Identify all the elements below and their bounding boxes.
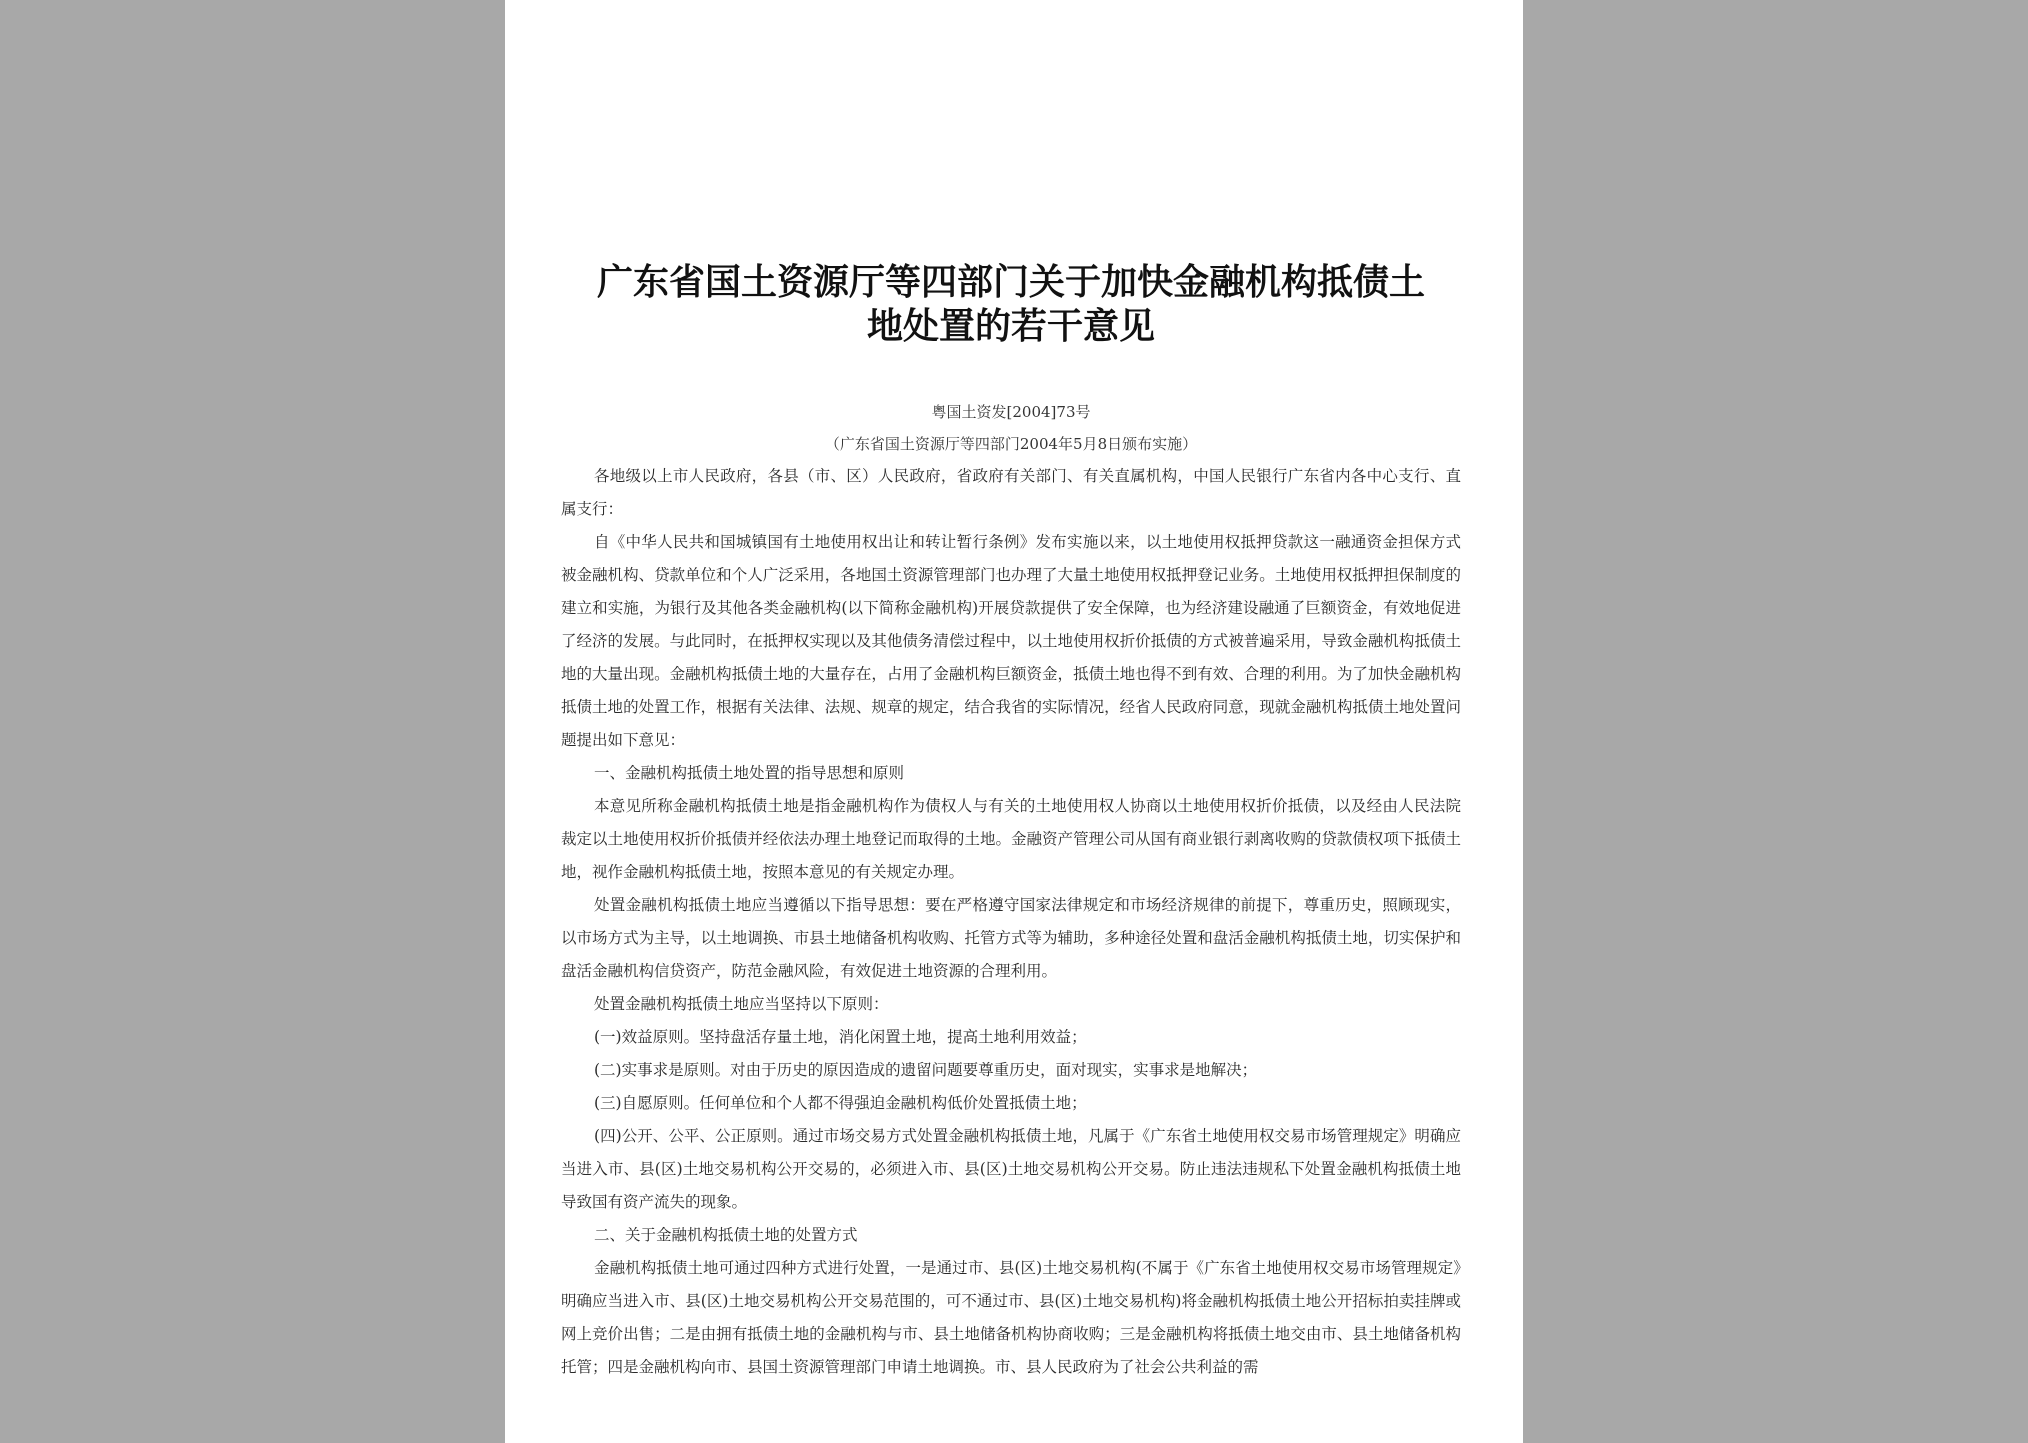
section-heading-2: 二、关于金融机构抵债土地的处置方式 <box>594 1226 858 1244</box>
principle-item-4: (四)公开、公平、公正原则。通过市场交易方式处置金融机构抵债土地，凡属于《广东省土地使用权交易市场管理规定》明确应当进入市、县(区)土地交易机构公开交易的，必须进入市、县(区)土地交易机构公开交易。防止违法违规私下处置金融机构抵债土地导致国有资产流失的现象。 <box>561 1127 1461 1211</box>
document-issuer: （广东省国土资源厅等四部门2004年5月8日颁布实施） <box>824 435 1198 453</box>
document-number: 粤国土资发[2004]73号 <box>931 403 1091 421</box>
document-page <box>505 0 1523 1443</box>
paragraph-guiding-thought: 处置金融机构抵债土地应当遵循以下指导思想：要在严格遵守国家法律规定和市场经济规律的前提下，尊重历史，照顾现实，以市场方式为主导，以土地调换、市县土地储备机构收购、托管方式等为辅助，多种途径处置和盘活金融机构抵债土地，切实保护和盘活金融机构信贷资产，防范金融风险，有效促进土地资源的合理利用。 <box>561 896 1461 980</box>
paragraph-background: 自《中华人民共和国城镇国有土地使用权出让和转让暂行条例》发布实施以来，以土地使用权抵押贷款这一融通资金担保方式被金融机构、贷款单位和个人广泛采用，各地国土资源管理部门也办理了大量土地使用权抵押登记业务。土地使用权抵押担保制度的建立和实施，为银行及其他各类金融机构(以下简称金融机构)开展贷款提供了安全保障，也为经济建设融通了巨额资金，有效地促进了经济的发展。与此同时，在抵押权实现以及其他债务清偿过程中，以土地使用权折价抵债的方式被普遍采用，导致金融机构抵债土地的大量出现。金融机构抵债土地的大量存在，占用了金融机构巨额资金，抵债土地也得不到有效、合理的利用。为了加快金融机构抵债土地的处置工作，根据有关法律、法规、规章的规定，结合我省的实际情况，经省人民政府同意，现就金融机构抵债土地处置问题提出如下意见： <box>561 533 1461 749</box>
paragraph-disposal-methods: 金融机构抵债土地可通过四种方式进行处置，一是通过市、县(区)土地交易机构(不属于《广东省土地使用权交易市场管理规定》明确应当进入市、县(区)土地交易机构公开交易范围的，可不通过市、县(区)土地交易机构)将金融机构抵债土地公开招标拍卖挂牌或网上竞价出售；二是由拥有抵债土地的金融机构与市、县土地储备机构协商收购；三是金融机构将抵债土地交由市、县土地储备机构托管；四是金融机构向市、县国土资源管理部门申请土地调换。市、县人民政府为了社会公共利益的需 <box>561 1259 1461 1376</box>
document-title <box>561 260 1461 348</box>
section-heading-1: 一、金融机构抵债土地处置的指导思想和原则 <box>594 764 905 782</box>
document-title-line-2: 地处置的若干意见 <box>866 305 1155 347</box>
paragraph-addressees: 各地级以上市人民政府，各县（市、区）人民政府，省政府有关部门、有关直属机构，中国人民银行广东省内各中心支行、直属支行： <box>561 467 1461 518</box>
paragraph-definition: 本意见所称金融机构抵债土地是指金融机构作为债权人与有关的土地使用权人协商以土地使用权折价抵债，以及经由人民法院裁定以土地使用权折价抵债并经依法办理土地登记而取得的土地。金融资产管理公司从国有商业银行剥离收购的贷款债权项下抵债土地，视作金融机构抵债土地，按照本意见的有关规定办理。 <box>561 797 1461 881</box>
paragraph-principles-intro: 处置金融机构抵债土地应当坚持以下原则： <box>594 995 889 1013</box>
document-title-line-1: 广东省国土资源厅等四部门关于加快金融机构抵债土 <box>596 261 1425 303</box>
principle-item-1: (一)效益原则。坚持盘活存量土地，消化闲置土地，提高土地利用效益； <box>594 1028 1087 1046</box>
principle-item-3: (三)自愿原则。任何单位和个人都不得强迫金融机构低价处置抵债土地； <box>594 1094 1087 1112</box>
principle-item-2: (二)实事求是原则。对由于历史的原因造成的遗留问题要尊重历史，面对现实，实事求是地解决； <box>594 1061 1258 1079</box>
document-body <box>561 460 1461 1384</box>
